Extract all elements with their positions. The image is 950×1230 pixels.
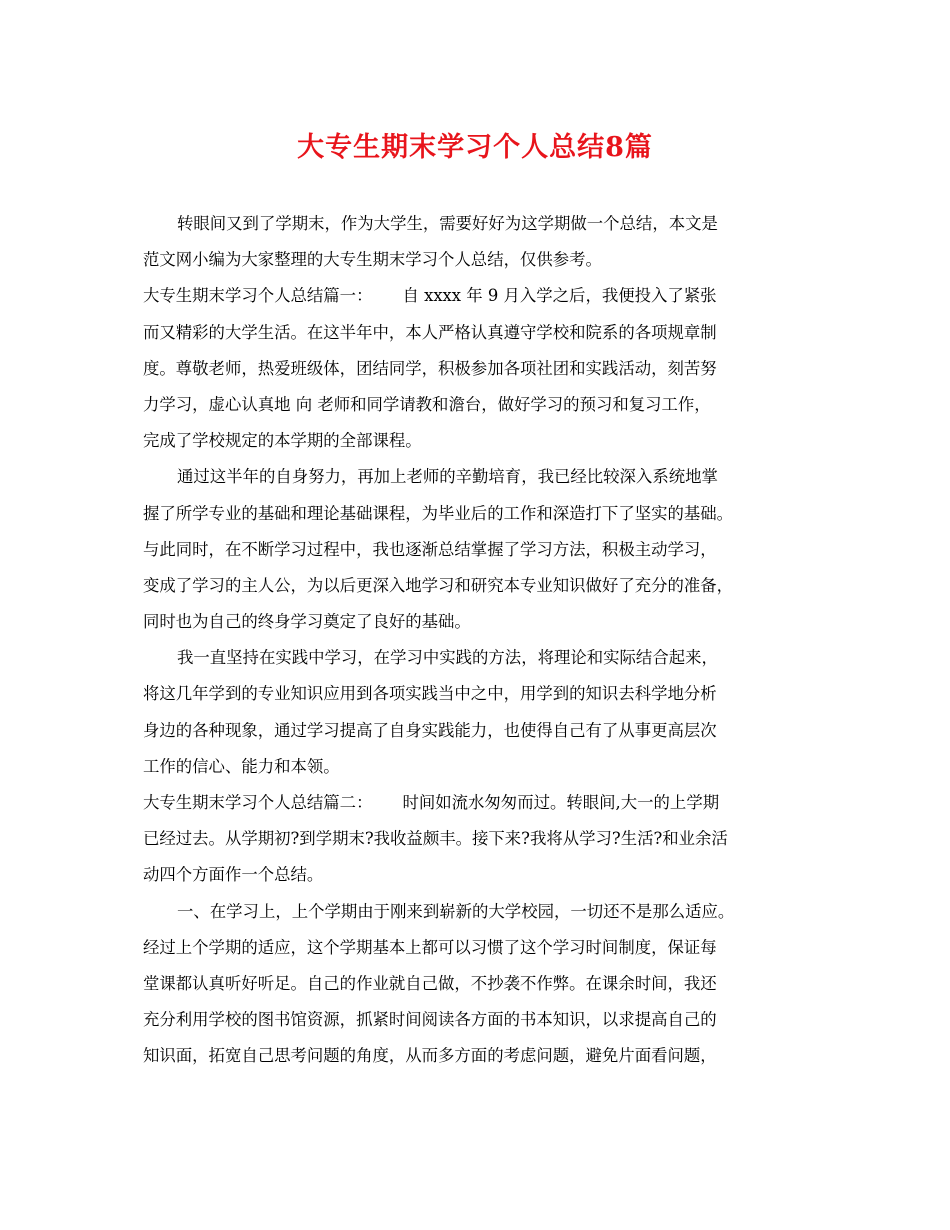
text-line bbox=[143, 351, 811, 387]
line-text: 经过上个学期的适应，这个学期基本上都可以习惯了这个学习时间制度，保证每 bbox=[143, 937, 717, 957]
line-text: 工作的信心、能力和本领。 bbox=[143, 756, 340, 776]
text-line bbox=[143, 713, 811, 749]
line-text: 我一直坚持在实践中学习，在学习中实践的方法，将理论和实际结合起来， bbox=[177, 648, 718, 668]
document-body bbox=[143, 206, 811, 1075]
line-text: 充分利用学校的图书馆资源，抓紧时间阅读各方面的书本知识，以求提高自己的 bbox=[143, 1010, 717, 1030]
text-line bbox=[143, 206, 811, 242]
section-heading: 大专生期末学习个人总结篇一： bbox=[143, 286, 373, 306]
line-text: 变成了学习的主人公，为以后更深入地学习和研究本专业知识做好了充分的准备， bbox=[143, 575, 734, 595]
line-text: 力学习，虚心认真地 向 老师和同学请教和澹台，做好学习的预习和复习工作， bbox=[143, 394, 711, 414]
text-line bbox=[143, 966, 811, 1002]
line-text: 与此同时，在不断学习过程中，我也逐渐总结掌握了学习方法，积极主动学习， bbox=[143, 539, 717, 559]
text-line bbox=[143, 604, 811, 640]
text-line bbox=[143, 568, 811, 604]
section-heading: 大专生期末学习个人总结篇二： bbox=[143, 793, 373, 812]
text-line bbox=[143, 894, 811, 930]
line-text: 时间如流水匆匆而过。转眼间,大一的上学期 bbox=[402, 793, 720, 812]
text-line bbox=[143, 315, 811, 351]
page-title: 大专生期末学习个人总结8篇 bbox=[297, 132, 653, 163]
line-text: 完成了学校规定的本学期的全部课程。 bbox=[143, 431, 422, 451]
line-text: 堂课都认真听好听足。自己的作业就自己做，不抄袭不作弊。在课余时间，我还 bbox=[143, 973, 717, 993]
text-line bbox=[143, 423, 811, 459]
line-text: 范文网小编为大家整理的大专生期末学习个人总结，仅供参考。 bbox=[143, 250, 602, 270]
text-line bbox=[143, 1038, 811, 1074]
line-text: 将这几年学到的专业知识应用到各项实践当中之中，用学到的知识去科学地分析 bbox=[143, 684, 717, 704]
text-line bbox=[143, 278, 811, 314]
text-line bbox=[143, 1002, 811, 1038]
line-text: 一、在学习上，上个学期由于刚来到崭新的大学校园，一切还不是那么适应。 bbox=[177, 901, 735, 921]
line-text: 转眼间又到了学期末，作为大学生，需要好好为这学期做一个总结，本文是 bbox=[177, 214, 718, 233]
line-text: 同时也为自己的终身学习奠定了良好的基础。 bbox=[143, 612, 471, 632]
text-line bbox=[143, 676, 811, 712]
text-line bbox=[143, 459, 811, 495]
line-text: 而又精彩的大学生活。在这半年中，本人严格认真遵守学校和院系的各项规章制 bbox=[143, 322, 717, 342]
line-text: 身边的各种现象，通过学习提高了自身实践能力，也使得自己有了从事更高层次 bbox=[143, 720, 717, 740]
line-text: 已经过去。从学期初?到学期末?我收益颇丰。接下来?我将从学习?生活?和业余活 bbox=[143, 829, 728, 849]
text-line bbox=[143, 532, 811, 568]
text-line bbox=[143, 242, 811, 278]
text-line bbox=[143, 496, 811, 532]
text-line bbox=[143, 785, 811, 821]
text-line bbox=[143, 387, 811, 423]
line-text: 知识面，拓宽自己思考问题的角度，从而多方面的考虑问题，避免片面看问题， bbox=[143, 1046, 717, 1066]
line-text: 通过这半年的自身努力，再加上老师的辛勤培育，我已经比较深入系统地掌 bbox=[177, 467, 718, 487]
text-line bbox=[143, 749, 811, 785]
line-text: 动四个方面作一个总结。 bbox=[143, 865, 324, 885]
line-text: 自 xxxx 年 9 月入学之后，我便投入了紧张 bbox=[402, 286, 717, 306]
line-text: 握了所学专业的基础和理论基础课程，为毕业后的工作和深造打下了坚实的基础。 bbox=[143, 503, 734, 523]
text-line bbox=[143, 930, 811, 966]
line-text: 度。尊敬老师，热爱班级体，团结同学，积极参加各项社团和实践活动，刻苦努 bbox=[143, 358, 717, 378]
text-line bbox=[143, 857, 811, 893]
text-line bbox=[143, 640, 811, 676]
text-line bbox=[143, 821, 811, 857]
